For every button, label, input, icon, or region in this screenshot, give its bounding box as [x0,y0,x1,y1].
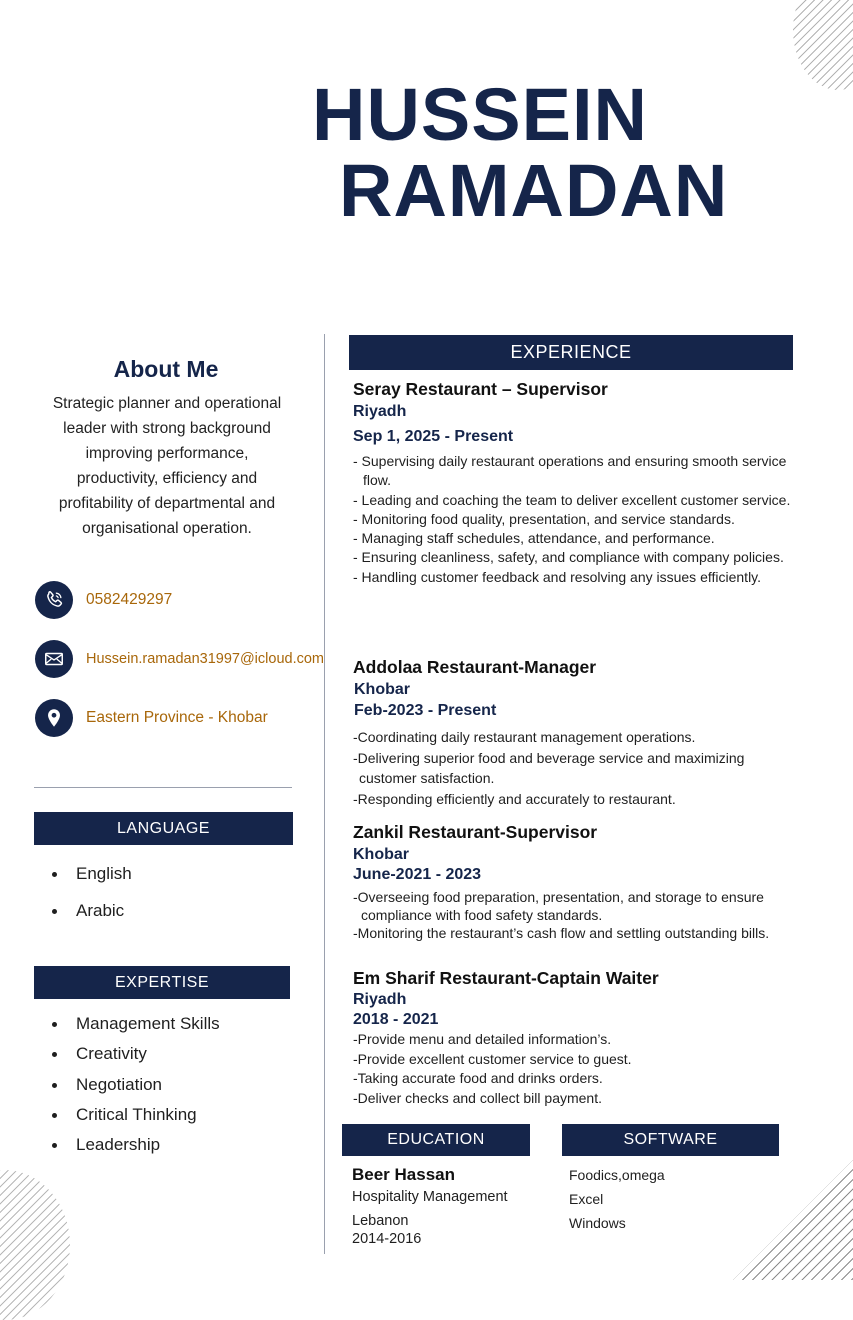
job-location: Riyadh [353,991,407,1008]
duty-item: - Leading and coaching the team to deliver excellent customer service. [353,491,791,508]
duty-item: -Overseeing food preparation, presentation, and storage to ensure compliance with food safety standards. [353,889,764,923]
divider [34,787,292,788]
list-item: Negotiation [34,1075,220,1105]
job-title: Zankil Restaurant-Supervisor [353,822,598,842]
job-location: Khobar [354,681,410,698]
list-item: Creativity [34,1044,220,1074]
about-line: organisational operation. [82,520,252,537]
job-title: Em Sharif Restaurant-Captain Waiter [353,968,659,988]
duty-item: -Monitoring the restaurant’s cash flow and settling outstanding bills. [353,925,770,941]
location: Eastern Province - Khobar [86,709,268,726]
phone-number[interactable]: 0582429297 [86,591,173,608]
education-header: EDUCATION [342,1124,530,1156]
about-line: productivity, efficiency and [76,470,258,487]
job-dates: 2018 - 2021 [353,1011,439,1028]
job-dates: June-2021 - 2023 [353,866,482,883]
duty-item: - Managing staff schedules, attendance, and performance. [353,530,715,547]
duty-item: -Delivering superior food and beverage service and maximizing customer satisfaction. [353,749,745,786]
software-item: Windows [569,1215,626,1231]
job-duties [353,888,773,942]
expertise-list [34,1014,220,1165]
job-duties [353,452,803,587]
duty-item: - Monitoring food quality, presentation, and service standards. [353,510,735,527]
job-dates: Feb-2023 - Present [354,702,497,719]
education-school: Beer Hassan [352,1165,456,1184]
location-pin-icon [35,699,73,737]
software-item: Foodics,omega [569,1167,665,1183]
duty-item: - Supervising daily restaurant operations and ensuring smooth service flow. [353,453,787,489]
about-line: leader with strong background [63,420,271,437]
column-divider [324,334,325,1254]
duty-item: -Deliver checks and collect bill payment. [353,1089,602,1106]
decorative-hatch-top-right [793,0,853,90]
duty-item: -Responding efficiently and accurately to restaurant. [353,790,676,807]
mail-icon [35,640,73,678]
job-duties [353,1030,773,1108]
list-item: Leadership [34,1135,220,1165]
job-title: Addolaa Restaurant-Manager [353,657,597,677]
software-header: SOFTWARE [562,1124,779,1156]
decorative-hatch-bottom-left [0,1170,70,1320]
phone-icon [35,581,73,619]
education-years: 2014-2016 [352,1231,422,1247]
job-dates: Sep 1, 2025 - Present [353,428,514,445]
about-line: Strategic planner and operational [52,395,282,412]
experience-header: EXPERIENCE [349,335,793,370]
name-last: RAMADAN [339,149,729,232]
language-header: LANGUAGE [34,812,293,845]
list-item: Critical Thinking [34,1105,220,1135]
job-title: Seray Restaurant – Supervisor [353,379,608,399]
duty-item: -Taking accurate food and drinks orders. [353,1070,603,1086]
duty-item: -Provide menu and detailed information’s. [353,1031,612,1047]
about-line: profitability of departmental and [58,495,276,512]
education-place: Lebanon [352,1213,409,1229]
about-line: improving performance, [85,445,249,462]
job-duties [353,727,753,809]
about-text [34,391,300,541]
duty-item: -Provide excellent customer service to guest. [353,1050,632,1067]
duty-item: - Ensuring cleanliness, safety, and compliance with company policies. [353,549,784,566]
email-address[interactable]: Hussein.ramadan31997@icloud.com [86,651,324,667]
decorative-hatch-bottom-right [733,1160,853,1280]
job-location: Khobar [353,846,409,863]
list-item: English [34,864,132,901]
list-item: Arabic [34,901,132,938]
about-title: About Me [113,356,219,382]
education-field: Hospitality Management [352,1189,508,1205]
language-list [34,864,132,938]
duty-item: - Handling customer feedback and resolving any issues efficiently. [353,568,762,585]
list-item: Management Skills [34,1014,220,1044]
job-location: Riyadh [353,403,407,420]
software-item: Excel [569,1191,604,1207]
duty-item: -Coordinating daily restaurant management operations. [353,729,696,745]
expertise-header: EXPERTISE [34,966,290,999]
name-first: HUSSEIN [312,73,648,156]
